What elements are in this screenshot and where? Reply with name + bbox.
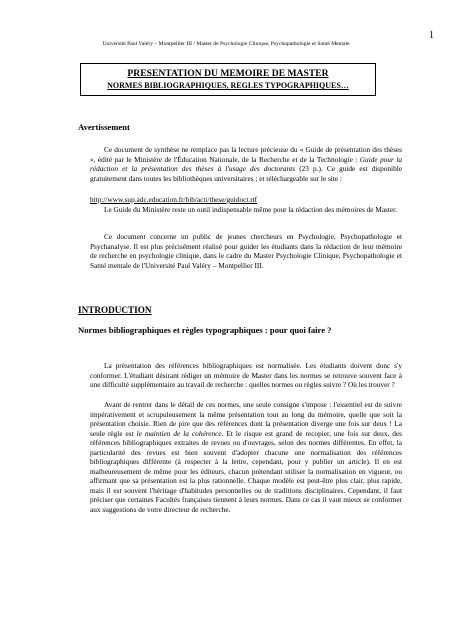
introduction-paragraph-2 [90,400,402,514]
avertissement-paragraph-3: Ce document concerne un public de jeunes chercheurs en Psychologie, Psychopathologie et Psychanalyse. Il est plus précisément réalisé pour guider les étudiants dans la rédaction de leur mémoire de recherche en psychologie clinique, dans le cadre du Master Psychologie Clinique, Psychopathologie et Santé mentale de l'Université Paul Valéry – Montpellier III. [90,232,402,270]
avertissement-paragraph-2: Le Guide du Ministère reste un outil indispensable même pour la rédaction des mémoires de Master. [104,205,398,214]
running-header: Université Paul Valéry – Montpellier III / Master de Psychologie Clinique, Psychopathologie et Santé Mentale [102,41,350,47]
title-line-2: NORMES BIBLIOGRAPHIQUES, REGLES TYPOGRAPHIQUES… [107,81,349,90]
avertissement-heading: Avertissement [78,122,130,132]
guide-title-italic: Guide pour la rédaction et la présentation des thèses à l'usage des doctorants [90,154,402,173]
title-line-1: PRESENTATION DU MEMOIRE DE MASTER [127,68,329,79]
introduction-p2-text-end: . Et le risque est grand de recopier, une fois sur deux, des références bibliographiques extraites de revues ou d'ouvrages, selon des normes différentes. En effet, la particularité des revues est bien souvent d'adopter chacune une normalisation des références bibliographiques différente (à respecter à la lettre, cependant, pour y publier un article). Il en est malheureusement de même pour les éditeurs, chacun prétendant utiliser la normalisation en vigueur, ou affirmant que sa présentation est la plus rationnelle. Chaque modèle est peut-être plus clair, plus rapide, mais il est souvent l'héritage d'habitudes personnelles ou de traditions disciplinaires. Cependant, il faut préciser que certaines Facultés françaises tiennent à leurs normes. Dans ce cas il vaut mieux se conformer aux suggestions de votre directeur de recherche. [90,428,402,514]
guide-url-paragraph [90,195,402,205]
avertissement-p1-text-end: (23 p.). Ce guide est disponible gratuitement dans toutes les bibliothèques universitaires ; et téléchargeable sur le site : [90,164,402,183]
avertissement-p1-text: Ce document de synthèse ne remplace pas la lecture précieuse du « Guide de présentation des thèses », édité par le Ministère de l'Éducation Nationale, de la Recherche et de la Technologie : [90,145,402,164]
introduction-p2-text: Avant de rentrer dans le détail de ces normes, une seule consigne s'impose : l'essentiel est de suivre impérativement et scrupuleusement la même présentation tout au long du mémoire, quelle que soit la présentation choisie. Rien de pire que des références dont la présentation diverge une fois sur deux ! La seule règle est [90,400,402,438]
title-box [80,63,376,96]
avertissement-paragraph-1 [90,145,402,183]
guide-url-link[interactable]: http://www.sup.adc.education.fr/bib/acti/these/guidoct.rtf [90,195,258,204]
introduction-subheading: Normes bibliographiques et règles typographiques : pour quoi faire ? [78,325,332,335]
introduction-heading: INTRODUCTION [78,305,152,315]
page-number: 1 [429,30,434,41]
introduction-paragraph-1: La présentation des références bibliographiques est normalisée. Les étudiants doivent donc s'y conformer. L'étudiant désirant rédiger un mémoire de Master dans les normes se retrouve souvent face à une difficulté supplémentaire au travail de recherche : quelles normes ou règles suivre ? Où les trouver ? [90,361,402,389]
coherence-italic: le maintien de la cohérence [136,428,222,438]
